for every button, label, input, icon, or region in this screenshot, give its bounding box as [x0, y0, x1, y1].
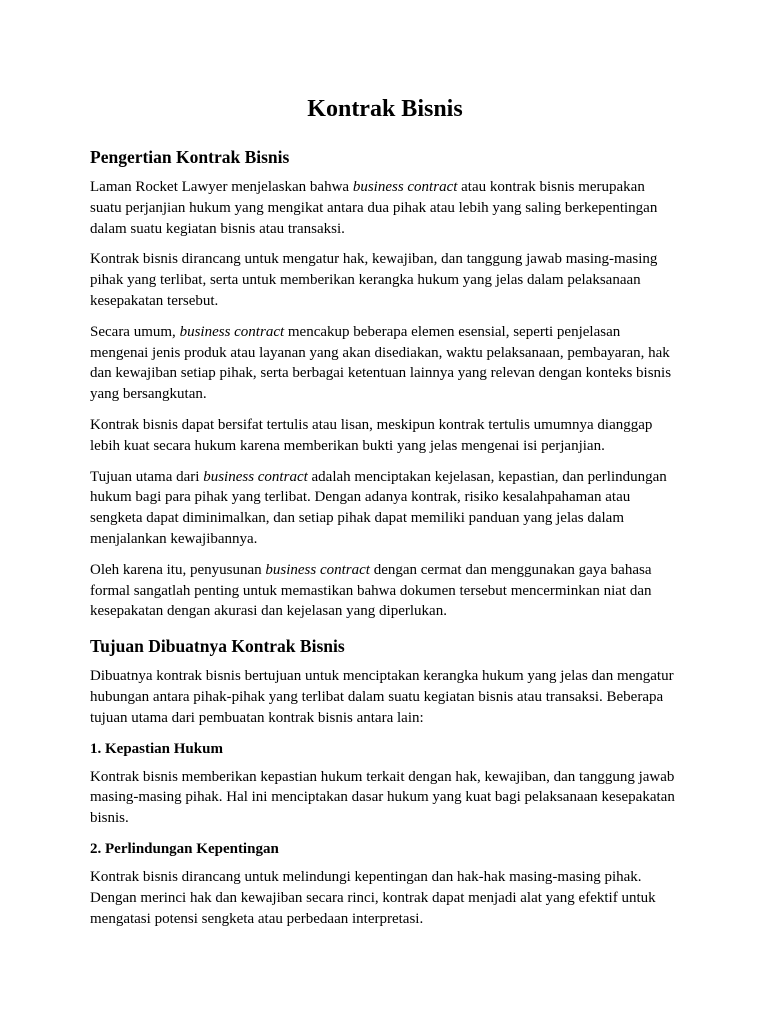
document-page	[90, 88, 680, 939]
subsection-heading-kepastian-hukum: 1. Kepastian Hukum	[90, 740, 223, 757]
paragraph: Secara umum, business contract mencakup beberapa elemen esensial, seperti penjelasan mengenai jenis produk atau layanan yang akan disediakan, waktu pelaksanaan, pembayaran, hak dan kewajiban setiap pihak, serta berbagai ketentuan lainnya yang relevan dengan konteks bisnis yang bersangkutan.	[90, 323, 672, 403]
section-heading-tujuan: Tujuan Dibuatnya Kontrak Bisnis	[90, 636, 345, 657]
paragraph: Kontrak bisnis dirancang untuk mengatur hak, kewajiban, dan tanggung jawab masing-masing pihak yang terlibat, serta untuk memberikan kerangka hukum yang jelas dalam pelaksanaan kesepakatan tersebut.	[90, 251, 658, 309]
paragraph: Tujuan utama dari business contract adalah menciptakan kejelasan, kepastian, dan perlindungan hukum bagi para pihak yang terlibat. Dengan adanya kontrak, risiko kesalahpahaman atau sengketa dapat diminimalkan, dan setiap pihak dapat memiliki panduan yang jelas dalam menjalankan kewajibannya.	[90, 468, 667, 547]
paragraph: Dibuatnya kontrak bisnis bertujuan untuk menciptakan kerangka hukum yang jelas dan mengatur hubungan antara pihak-pihak yang terlibat dalam suatu kegiatan bisnis atau transaksi. Beberapa tujuan utama dari pembuatan kontrak bisnis antara lain:	[90, 668, 674, 726]
paragraph: Kontrak bisnis memberikan kepastian hukum terkait dengan hak, kewajiban, dan tanggung jawab masing-masing pihak. Hal ini menciptakan dasar hukum yang kuat bagi pelaksanaan kesepakatan bisnis.	[90, 768, 675, 827]
paragraph: Laman Rocket Lawyer menjelaskan bahwa business contract atau kontrak bisnis merupakan suatu perjanjian hukum yang mengikat antara dua pihak atau lebih yang saling berkepentingan dalam suatu kegiatan bisnis atau transaksi.	[90, 179, 658, 237]
paragraph: Kontrak bisnis dirancang untuk melindungi kepentingan dan hak-hak masing-masing pihak. Dengan merinci hak dan kewajiban secara rinci, kontrak dapat menjadi alat yang efektif untuk mengatasi potensi sengketa atau perbedaan interpretasi.	[90, 868, 656, 927]
section-heading-pengertian: Pengertian Kontrak Bisnis	[90, 147, 290, 167]
subsection-heading-perlindungan-kepentingan: 2. Perlindungan Kepentingan	[90, 840, 279, 857]
paragraph: Oleh karena itu, penyusunan business contract dengan cermat dan menggunakan gaya bahasa formal sangatlah penting untuk memastikan bahwa dokumen tersebut mencerminkan niat dan kesepakatan dengan akurasi dan kejelasan yang diperlukan.	[90, 561, 652, 620]
paragraph: Kontrak bisnis dapat bersifat tertulis atau lisan, meskipun kontrak tertulis umumnya dianggap lebih kuat secara hukum karena memberikan bukti yang jelas mengenai isi perjanjian.	[90, 416, 653, 454]
document-title: Kontrak Bisnis	[307, 96, 463, 122]
